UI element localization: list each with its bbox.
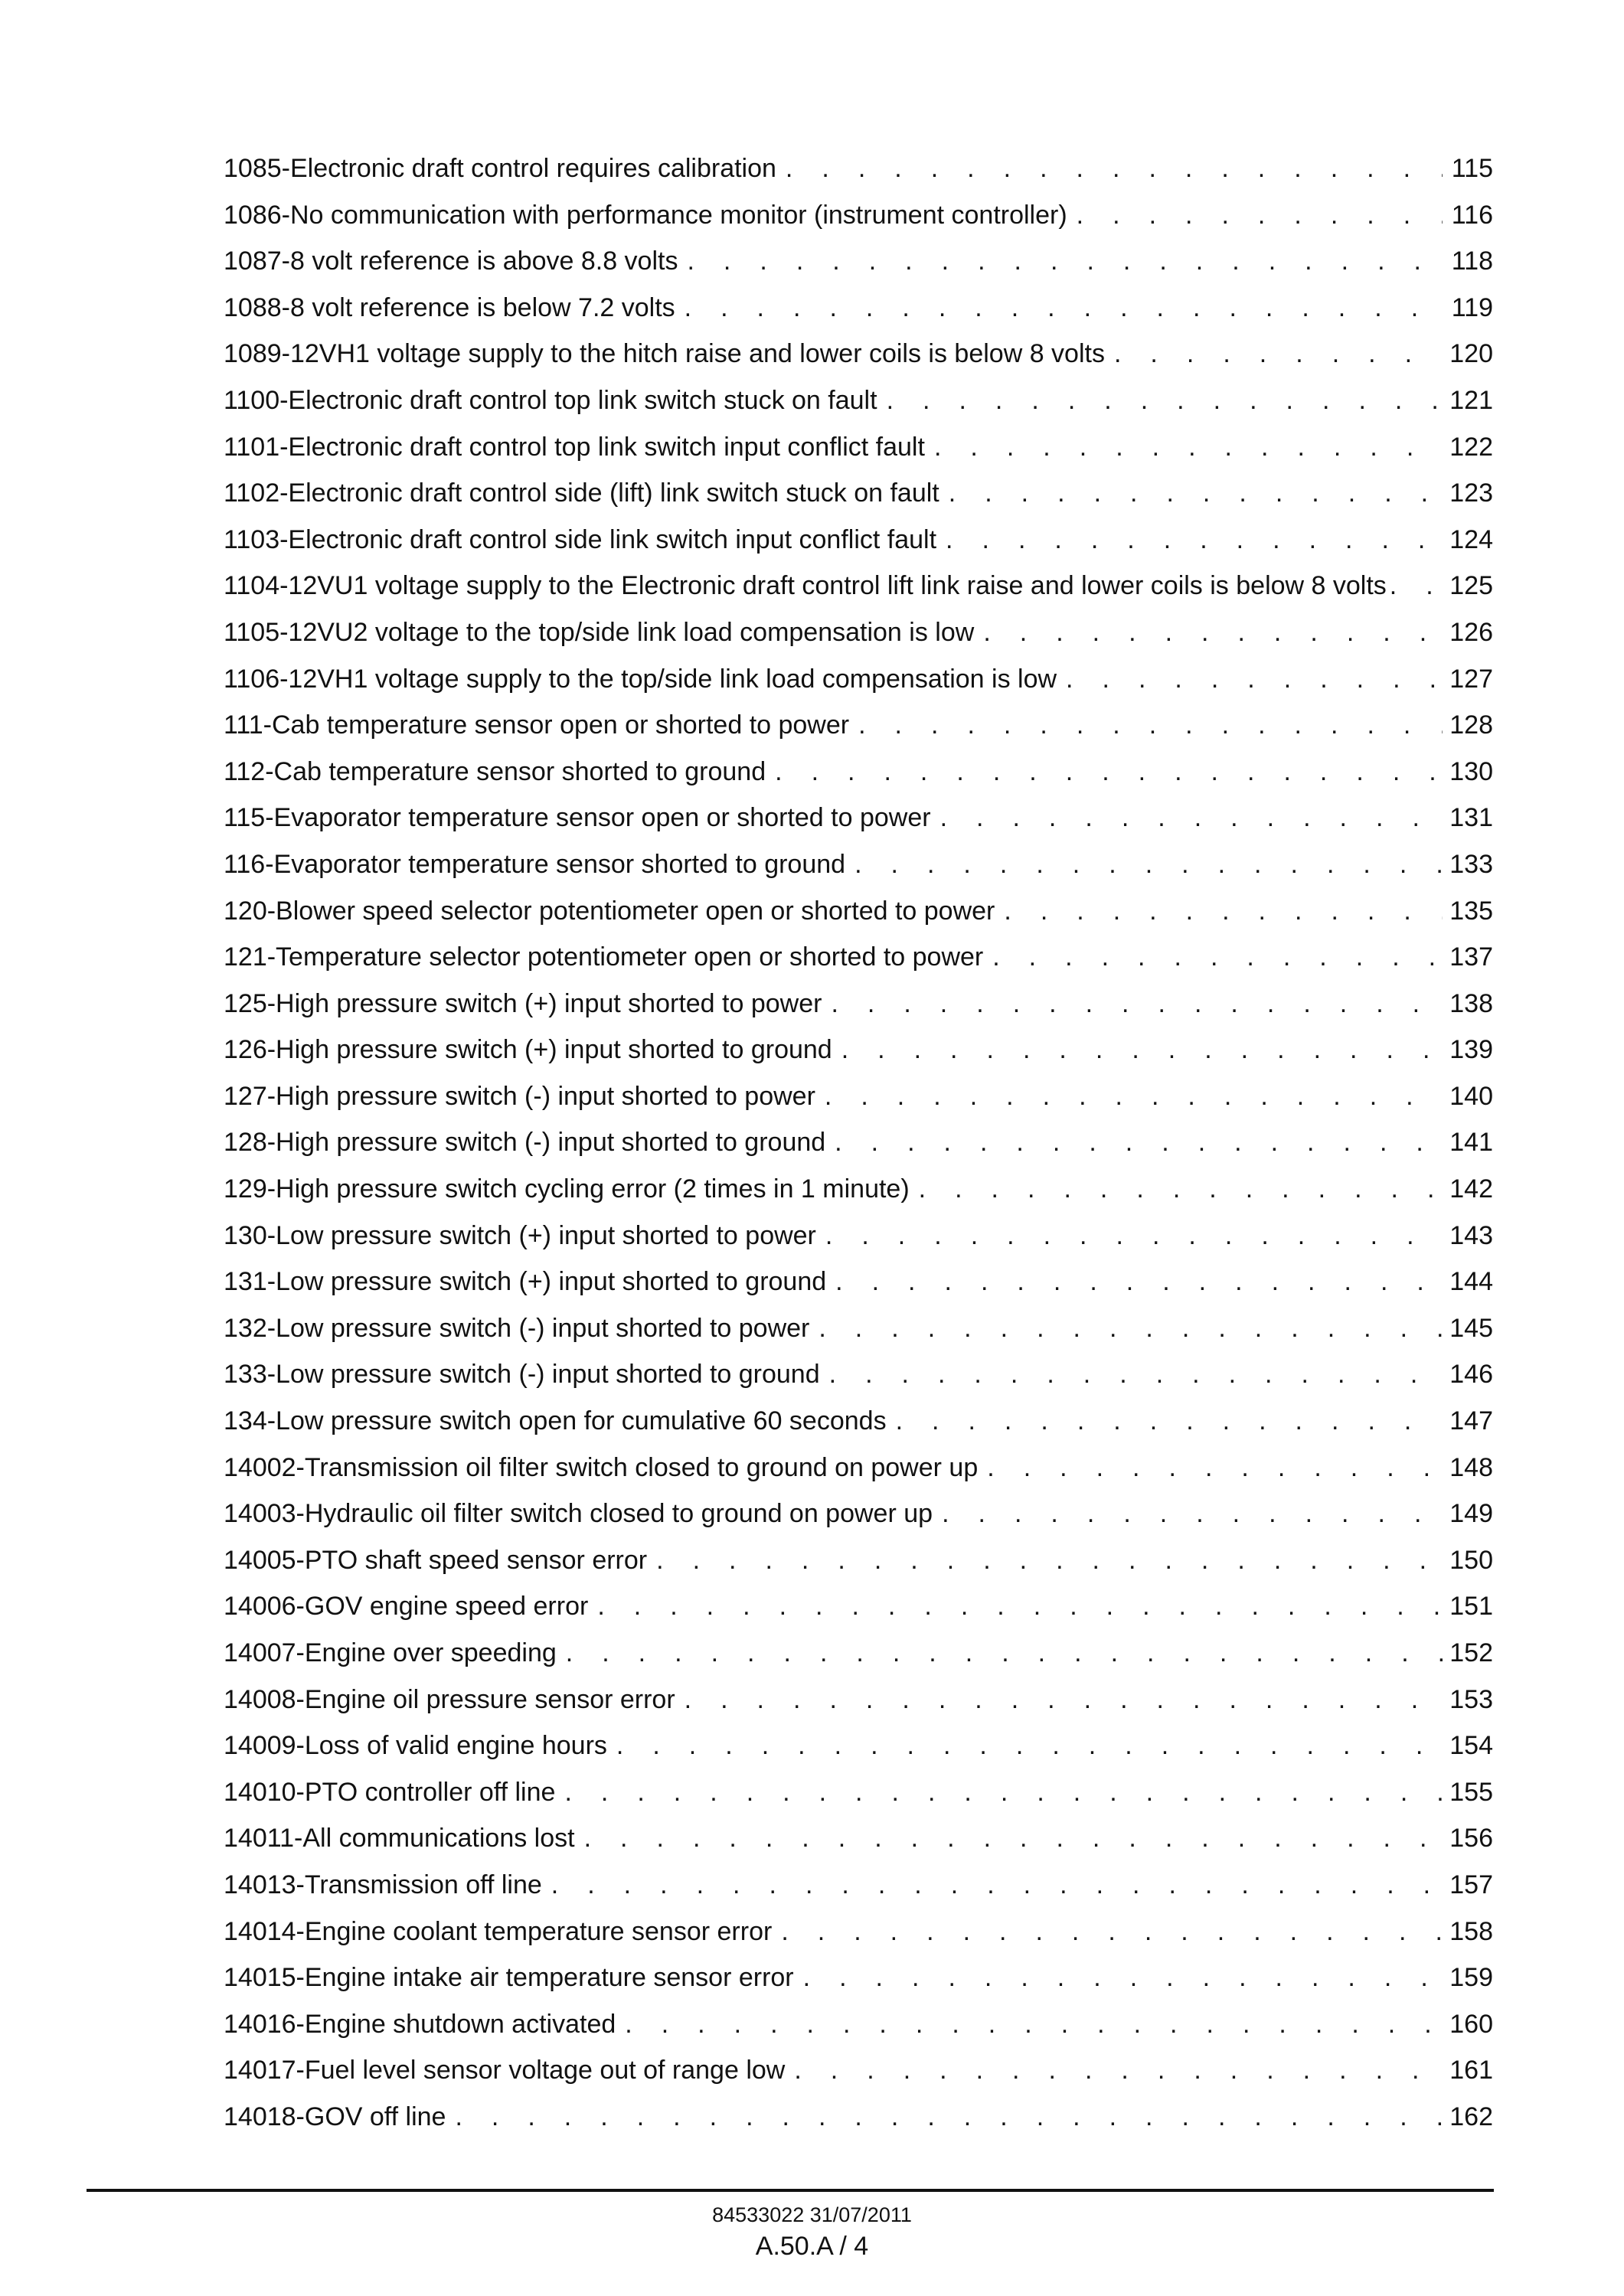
toc-entry-page: 149: [1449, 1499, 1493, 1529]
toc-entry-page: 161: [1449, 2056, 1493, 2085]
dot-leader: [831, 985, 1443, 1022]
toc-entry-page: 125: [1449, 571, 1493, 601]
toc-entry[interactable]: [224, 429, 1493, 475]
dot-leader: [835, 1124, 1443, 1161]
dot-leader: [896, 1403, 1443, 1439]
dot-leader: [835, 1263, 1443, 1300]
toc-entry-label: 1089-12VH1 voltage supply to the hitch raise and lower coils is below 8 volts: [224, 339, 1105, 369]
toc-entry-label: 14016-Engine shutdown activated: [224, 2009, 616, 2039]
toc-entry-label: 121-Temperature selector potentiometer open or shorted to power: [224, 942, 984, 972]
toc-entry-label: 14018-GOV off line: [224, 2102, 446, 2131]
toc-entry-label: 131-Low pressure switch (+) input shorted to ground: [224, 1267, 827, 1297]
toc-entry[interactable]: [224, 2052, 1493, 2098]
dot-leader: [934, 429, 1443, 465]
toc-entry[interactable]: [224, 1217, 1493, 1264]
toc-entry-label: 14013-Transmission off line: [224, 1870, 542, 1899]
toc-entry[interactable]: [224, 1588, 1493, 1635]
toc-entry[interactable]: [224, 335, 1493, 382]
toc-entry-page: 120: [1449, 339, 1493, 369]
toc-entry-label: 14011-All communications lost: [224, 1824, 575, 1853]
toc-entry-page: 154: [1449, 1731, 1493, 1761]
dot-leader: [825, 1078, 1443, 1115]
toc-entry-label: 128-High pressure switch (-) input shorted to ground: [224, 1128, 826, 1158]
toc-entry[interactable]: [224, 2098, 1493, 2145]
dot-leader: [803, 1959, 1443, 1996]
toc-entry-page: 141: [1449, 1128, 1493, 1158]
toc-entry[interactable]: [224, 521, 1493, 568]
toc-entry-label: 14014-Engine coolant temperature sensor error: [224, 1916, 773, 1946]
toc-entry[interactable]: [224, 1171, 1493, 1217]
toc-entry-page: 144: [1449, 1267, 1493, 1297]
dot-leader: [819, 1310, 1443, 1347]
dot-leader: [656, 1542, 1443, 1579]
dot-leader: [841, 1031, 1443, 1068]
toc-entry-label: 1088-8 volt reference is below 7.2 volts: [224, 292, 675, 322]
toc-entry-label: 1085-Electronic draft control requires calibration: [224, 154, 776, 183]
toc-entry-page: 139: [1449, 1035, 1493, 1065]
dot-leader: [685, 1681, 1443, 1718]
toc-entry-page: 118: [1451, 247, 1493, 276]
toc-entry[interactable]: [224, 939, 1493, 985]
toc-entry-label: 126-High pressure switch (+) input shorted to ground: [224, 1035, 832, 1065]
toc-entry-page: 124: [1449, 524, 1493, 554]
dot-leader: [949, 475, 1443, 511]
toc-entry[interactable]: [224, 1867, 1493, 1913]
toc-entry-page: 158: [1449, 1916, 1493, 1946]
dot-leader: [1114, 335, 1443, 372]
toc-entry-page: 115: [1451, 154, 1493, 183]
toc-entry-label: 133-Low pressure switch (-) input shorted to ground: [224, 1360, 820, 1390]
toc-entry[interactable]: [224, 1403, 1493, 1449]
toc-entry-page: 159: [1449, 1963, 1493, 1993]
toc-entry-label: 1105-12VU2 voltage to the top/side link load compensation is low: [224, 617, 975, 647]
toc-entry-label: 14015-Engine intake air temperature sensor error: [224, 1963, 794, 1993]
toc-entry-label: 1102-Electronic draft control side (lift) link switch stuck on fault: [224, 478, 939, 508]
toc-entry-page: 143: [1449, 1220, 1493, 1250]
toc-entry-label: 14017-Fuel level sensor voltage out of range low: [224, 2056, 786, 2085]
toc-entry-page: 137: [1449, 942, 1493, 972]
toc-entry[interactable]: [224, 475, 1493, 521]
toc-entry-label: 14010-PTO controller off line: [224, 1777, 556, 1807]
dot-leader: [794, 2052, 1443, 2089]
toc-entry-page: 135: [1449, 896, 1493, 926]
toc-entry-page: 133: [1449, 849, 1493, 879]
toc-entry[interactable]: [224, 846, 1493, 893]
toc-entry[interactable]: [224, 614, 1493, 661]
toc-entry-label: 1103-Electronic draft control side link switch input conflict fault: [224, 524, 937, 554]
toc-entry-page: 153: [1449, 1684, 1493, 1714]
toc-entry-page: 131: [1449, 803, 1493, 833]
dot-leader: [983, 614, 1443, 651]
toc-entry-label: 14005-PTO shaft speed sensor error: [224, 1545, 648, 1575]
toc-entry[interactable]: [224, 567, 1493, 614]
toc-entry-label: 134-Low pressure switch open for cumulative 60 seconds: [224, 1406, 887, 1436]
toc-entry-page: 146: [1449, 1360, 1493, 1390]
toc-entry-page: 123: [1449, 478, 1493, 508]
toc-entry-label: 14008-Engine oil pressure sensor error: [224, 1684, 675, 1714]
toc-entry-label: 1100-Electronic draft control top link switch stuck on fault: [224, 385, 877, 415]
document-reference: 84533022 31/07/2011: [712, 2203, 912, 2226]
dot-leader: [854, 846, 1443, 883]
toc-entry-label: 1104-12VU1 voltage supply to the Electronic draft control lift link raise and lower coils is below 8 volts: [224, 571, 1387, 601]
toc-entry[interactable]: [224, 382, 1493, 429]
toc-entry-label: 127-High pressure switch (-) input shorted to power: [224, 1081, 815, 1111]
toc-entry[interactable]: [224, 661, 1493, 707]
dot-leader: [858, 707, 1443, 743]
toc-entry-label: 112-Cab temperature sensor shorted to ground: [224, 756, 766, 786]
dot-leader: [946, 521, 1443, 558]
toc-entry-page: 119: [1451, 292, 1493, 322]
dot-leader: [455, 2098, 1443, 2135]
toc-entry-label: 14007-Engine over speeding: [224, 1638, 557, 1667]
toc-entry[interactable]: [224, 1820, 1493, 1867]
toc-entry-page: 156: [1449, 1824, 1493, 1853]
toc-entry-page: 140: [1449, 1081, 1493, 1111]
toc-entry[interactable]: [224, 1356, 1493, 1403]
dot-leader: [687, 243, 1443, 279]
dot-leader: [825, 1217, 1443, 1254]
dot-leader: [551, 1867, 1443, 1903]
toc-entry[interactable]: [224, 1124, 1493, 1171]
dot-leader: [616, 1727, 1443, 1764]
toc-entry[interactable]: [224, 1310, 1493, 1357]
toc-entry-label: 130-Low pressure switch (+) input shorted to power: [224, 1220, 816, 1250]
toc-entry-page: 152: [1449, 1638, 1493, 1667]
toc-entry[interactable]: [224, 799, 1493, 846]
dot-leader: [887, 382, 1443, 419]
toc-entry[interactable]: [224, 1681, 1493, 1728]
toc-entry-page: 130: [1449, 756, 1493, 786]
dot-leader: [584, 1820, 1443, 1857]
dot-leader: [992, 939, 1443, 975]
toc-entry[interactable]: [224, 1635, 1493, 1681]
dot-leader: [685, 289, 1443, 326]
toc-entry-label: 129-High pressure switch cycling error (2 times in 1 minute): [224, 1174, 910, 1204]
toc-entry[interactable]: [224, 1495, 1493, 1542]
footer-divider: [87, 2189, 1494, 2192]
toc-entry[interactable]: [224, 1263, 1493, 1310]
toc-entry-label: 1087-8 volt reference is above 8.8 volts: [224, 247, 678, 276]
toc-entry-page: 145: [1449, 1313, 1493, 1343]
toc-entry[interactable]: [224, 2006, 1493, 2053]
dot-leader: [919, 1171, 1443, 1207]
toc-entry-page: 127: [1449, 664, 1493, 694]
toc-entry-page: 162: [1449, 2102, 1493, 2131]
toc-entry-label: 115-Evaporator temperature sensor open or shorted to power: [224, 803, 931, 833]
toc-entry-label: 1106-12VH1 voltage supply to the top/side link load compensation is low: [224, 664, 1057, 694]
toc-entry-page: 148: [1449, 1452, 1493, 1482]
toc-entry-page: 160: [1449, 2009, 1493, 2039]
toc-entry[interactable]: [224, 1031, 1493, 1078]
dot-leader: [786, 150, 1443, 187]
toc-entry-label: 111-Cab temperature sensor open or shorted to power: [224, 710, 850, 740]
toc-entry-label: 132-Low pressure switch (-) input shorted to power: [224, 1313, 810, 1343]
toc-entry[interactable]: [224, 197, 1493, 243]
toc-entry-label: 116-Evaporator temperature sensor shorted to ground: [224, 849, 846, 879]
toc-entry[interactable]: [224, 150, 1493, 197]
toc-entry[interactable]: [224, 753, 1493, 800]
toc-entry-label: 1101-Electronic draft control top link switch input conflict fault: [224, 432, 925, 462]
toc-entry-page: 150: [1449, 1545, 1493, 1575]
dot-leader: [1390, 567, 1443, 604]
toc-entry[interactable]: [224, 1774, 1493, 1821]
dot-leader: [566, 1635, 1443, 1671]
toc-entry-page: 155: [1449, 1777, 1493, 1807]
toc-entry[interactable]: [224, 1727, 1493, 1774]
dot-leader: [625, 2006, 1443, 2043]
toc-entry[interactable]: [224, 707, 1493, 753]
dot-leader: [942, 1495, 1443, 1532]
toc-entry-page: 151: [1449, 1592, 1493, 1622]
toc-entry[interactable]: [224, 1449, 1493, 1496]
toc-entry-page: 138: [1449, 988, 1493, 1018]
toc-entry[interactable]: [224, 1078, 1493, 1125]
dot-leader: [940, 799, 1443, 836]
toc-entry-label: 14002-Transmission oil filter switch closed to ground on power up: [224, 1452, 979, 1482]
dot-leader: [1077, 197, 1443, 234]
toc-entry-label: 14009-Loss of valid engine hours: [224, 1731, 607, 1761]
toc-entry-page: 128: [1449, 710, 1493, 740]
toc-entry-page: 126: [1449, 617, 1493, 647]
toc-entry[interactable]: [224, 985, 1493, 1032]
toc-entry-label: 120-Blower speed selector potentiometer open or shorted to power: [224, 896, 995, 926]
dot-leader: [781, 1913, 1443, 1950]
toc-entry-page: 147: [1449, 1406, 1493, 1436]
toc-entry-page: 142: [1449, 1174, 1493, 1204]
toc-entry[interactable]: [224, 289, 1493, 336]
toc-entry[interactable]: [224, 243, 1493, 289]
toc-entry-label: 125-High pressure switch (+) input shorted to power: [224, 988, 822, 1018]
dot-leader: [829, 1356, 1443, 1393]
toc-entry[interactable]: [224, 893, 1493, 939]
dot-leader: [1066, 661, 1443, 697]
toc-entry-page: 122: [1449, 432, 1493, 462]
toc-entry-page: 157: [1449, 1870, 1493, 1899]
toc-entry-label: 14003-Hydraulic oil filter switch closed to ground on power up: [224, 1499, 933, 1529]
toc-entry-label: 1086-No communication with performance monitor (instrument controller): [224, 200, 1067, 230]
dot-leader: [1004, 893, 1443, 929]
dot-leader: [987, 1449, 1443, 1486]
table-of-contents: [224, 150, 1493, 2145]
dot-leader: [597, 1588, 1443, 1625]
toc-entry[interactable]: [224, 1542, 1493, 1589]
toc-entry[interactable]: [224, 1913, 1493, 1960]
dot-leader: [564, 1774, 1443, 1811]
toc-entry[interactable]: [224, 1959, 1493, 2006]
dot-leader: [775, 753, 1443, 790]
page-reference: A.50.A / 4: [755, 2232, 869, 2261]
toc-entry-page: 121: [1449, 385, 1493, 415]
toc-entry-label: 14006-GOV engine speed error: [224, 1592, 589, 1622]
toc-entry-page: 116: [1451, 200, 1493, 230]
